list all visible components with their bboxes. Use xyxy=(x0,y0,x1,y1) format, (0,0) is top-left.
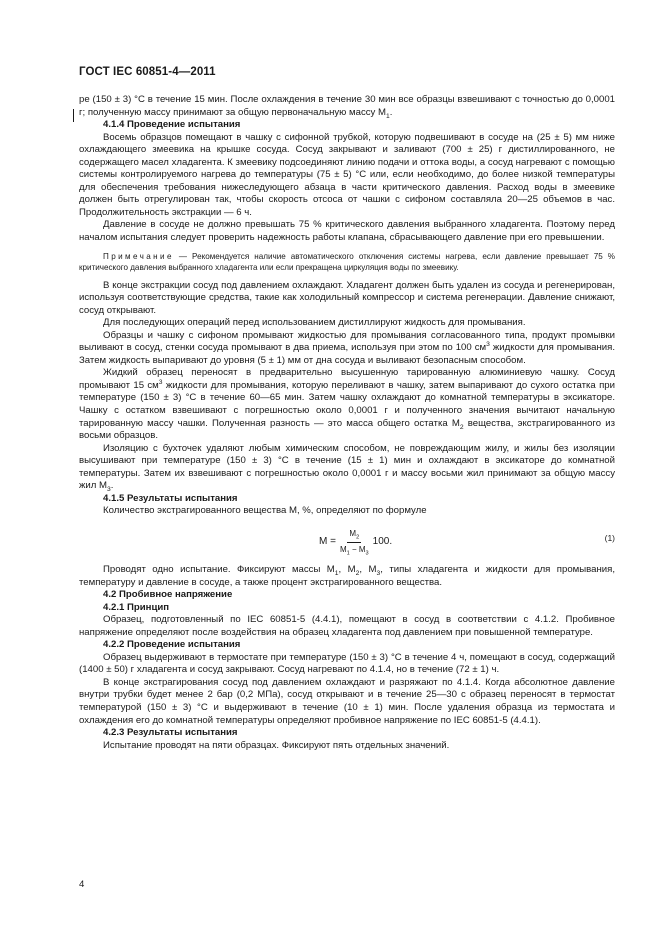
paragraph: Изоляцию с бухточек удаляют любым химическим способом, не повреждающим жилу, и жилы без изоляции высушивают при температуре (150 ± 3) °С в течение (15 ± 1) мин и охлаждают в эксикаторе до комнатной температуры. Затем их взвешивают с погрешностью около 0,0001 г и массу восьми жил принимают за общую массу жил $M_3$. xyxy=(79,442,615,494)
section-heading-4-2-1: 4.2.1 Принцип xyxy=(103,601,170,613)
paragraph: В конце экстракции сосуд под давлением охлаждают. Хладагент должен быть удален из сосуда и регенерирован, используя соответствующие средства, такие как холодильный компрессор и система регенерации. Давление снижают, сосуд открывают. xyxy=(79,279,615,316)
section-heading-4-1-5: 4.1.5 Результаты испытания xyxy=(103,492,238,504)
paragraph: Образец, подготовленный по IEC 60851-5 (4.4.1), помещают в сосуд в соответствии с 4.1.2. Пробивное напряжение определяют после воздействия на образец хладагента под давлением при повышенной температуре. xyxy=(79,614,615,638)
paragraph: Количество экстрагированного вещества M, %, определяют по формуле xyxy=(103,505,427,517)
paragraph: Образец выдерживают в термостате при температуре (150 ± 3) °С в течение 4 ч, помещают в сосуд, содержащий (1400 ± 50) г хладагента и сосуд закрывают. Сосуд нагревают по 4.1.4, но в течение (72 ± 1) ч. xyxy=(79,651,615,676)
section-heading-4-2-2: 4.2.2 Проведение испытания xyxy=(103,639,241,651)
main-text xyxy=(79,94,615,752)
paragraph: Давление в сосуде не должно превышать 75 % критического давления выбранного хладагента. Поэтому перед началом испытания следует проверить надежность работы клапана, сбрасывающего давление при его превышении. xyxy=(79,219,615,244)
section-heading-4-2: 4.2 Пробивное напряжение xyxy=(103,589,233,601)
formula-fraction: $\frac{M_2}{M_1 - M_3}$ xyxy=(339,528,369,557)
page-header-title: ГОСТ IEC 60851-4—2011 xyxy=(79,66,216,78)
paragraph: В конце экстрагирования сосуд под давлением охлаждают и разряжают по 4.1.4. Когда абсолютное давление внутри трубки будет менее 2 бар (0,2 МПа), сосуд открывают и в течение 25—30 с образец переносят в термостат температурой (150 ± 3) °С и выдерживают в течение (10 ± 1) мин. После удаления образца из термостата и охлаждения его до комнатной температуры определяют пробивное напряжение по IEC 60851-5 (4.4.1). xyxy=(79,676,615,726)
paragraph: Восемь образцов помещают в чашку с сифонной трубкой, которую подвешивают в сосуде на (25 ± 5) мм ниже охлаждающего змеевика на крышке сосуда. Сосуд закрывают и заливают (700 ± 25) г дистиллированного, не содержащего масел хладагента. К змеевику подсоединяют линию подачи и оттока воды, а сосуд нагревают с помощью системы контролируемого нагрева до температуры (75 ± 5) °С или, если необходимо, до более низкой температуры для обеспечения требования нижеследующего абзаца в части критического давления. Расход воды в змеевике должен быть отрегулирован так, чтобы скорость отсоса от чашки с сифоном составляла 20—25 объемов в час. Продолжительность экстракции — 6 ч. xyxy=(79,131,615,218)
formula-rhs: 100. xyxy=(372,535,393,547)
paragraph: Образцы и чашку с сифоном промывают жидкостью для промывания согласованного типа, продукт промывки выливают в сосуд, стенки сосуда промывают в два приема, используя при этом по 100 $см^3$ жидкости для промывания. Затем жидкость выпаривают до уровня (5 ± 1) мм от дна сосуда и выливают безопасным способом. xyxy=(79,329,615,366)
formula-1 xyxy=(79,522,615,558)
paragraph: Жидкий образец переносят в предварительно высушенную тарированную алюминиевую чашку. Сосуд промывают 15 $см^3$ жидкости для промывания, которую переливают в чашку, затем выпаривают до сухого остатка при температуре (150 ± 3) °С в течение 60—65 мин. Затем чашку охлаждают до комнатной температуры в эксикаторе. Чашку с остатком взвешивают с погрешностью около 0,0001 г и полученного значения вычитают начальную тарированную массу чашки. Полученная разность — это масса общего остатка $M_2$ вещества, экстрагированного из восьми образцов. xyxy=(79,367,615,442)
page-number: 4 xyxy=(79,879,85,890)
note: Примечание — Рекомендуется наличие автоматического отключения системы нагрева, если давление превышает 75 % критического давления выбранного хладагента или если прекращена циркуляция воды по змеевику. xyxy=(79,251,615,272)
section-heading-4-2-3: 4.2.3 Результаты испытания xyxy=(103,727,238,739)
note-label: Примечание xyxy=(103,251,174,261)
paragraph: Испытание проводят на пяти образцах. Фиксируют пять отдельных значений. xyxy=(103,739,450,751)
formula-lhs: M = xyxy=(319,535,336,547)
paragraph: ре (150 ± 3) °С в течение 15 мин. После охлаждения в течение 30 мин все образцы взвешивают с точностью до 0,0001 г; полученную массу принимают за общую первоначальную массу $M_1$. xyxy=(79,94,615,120)
margin-revision-bar xyxy=(73,109,74,122)
formula-number: (1) xyxy=(604,532,615,543)
paragraph: Для последующих операций перед использованием дистиллируют жидкость для промывания. xyxy=(103,317,526,329)
paragraph: Проводят одно испытание. Фиксируют массы $M_1$, $M_2$, $M_3$, типы хладагента и жидкости для промывания, температуру и давление в сосуде, а также процент экстрагированного вещества. xyxy=(79,563,616,588)
section-heading-4-1-4: 4.1.4 Проведение испытания xyxy=(103,119,241,131)
